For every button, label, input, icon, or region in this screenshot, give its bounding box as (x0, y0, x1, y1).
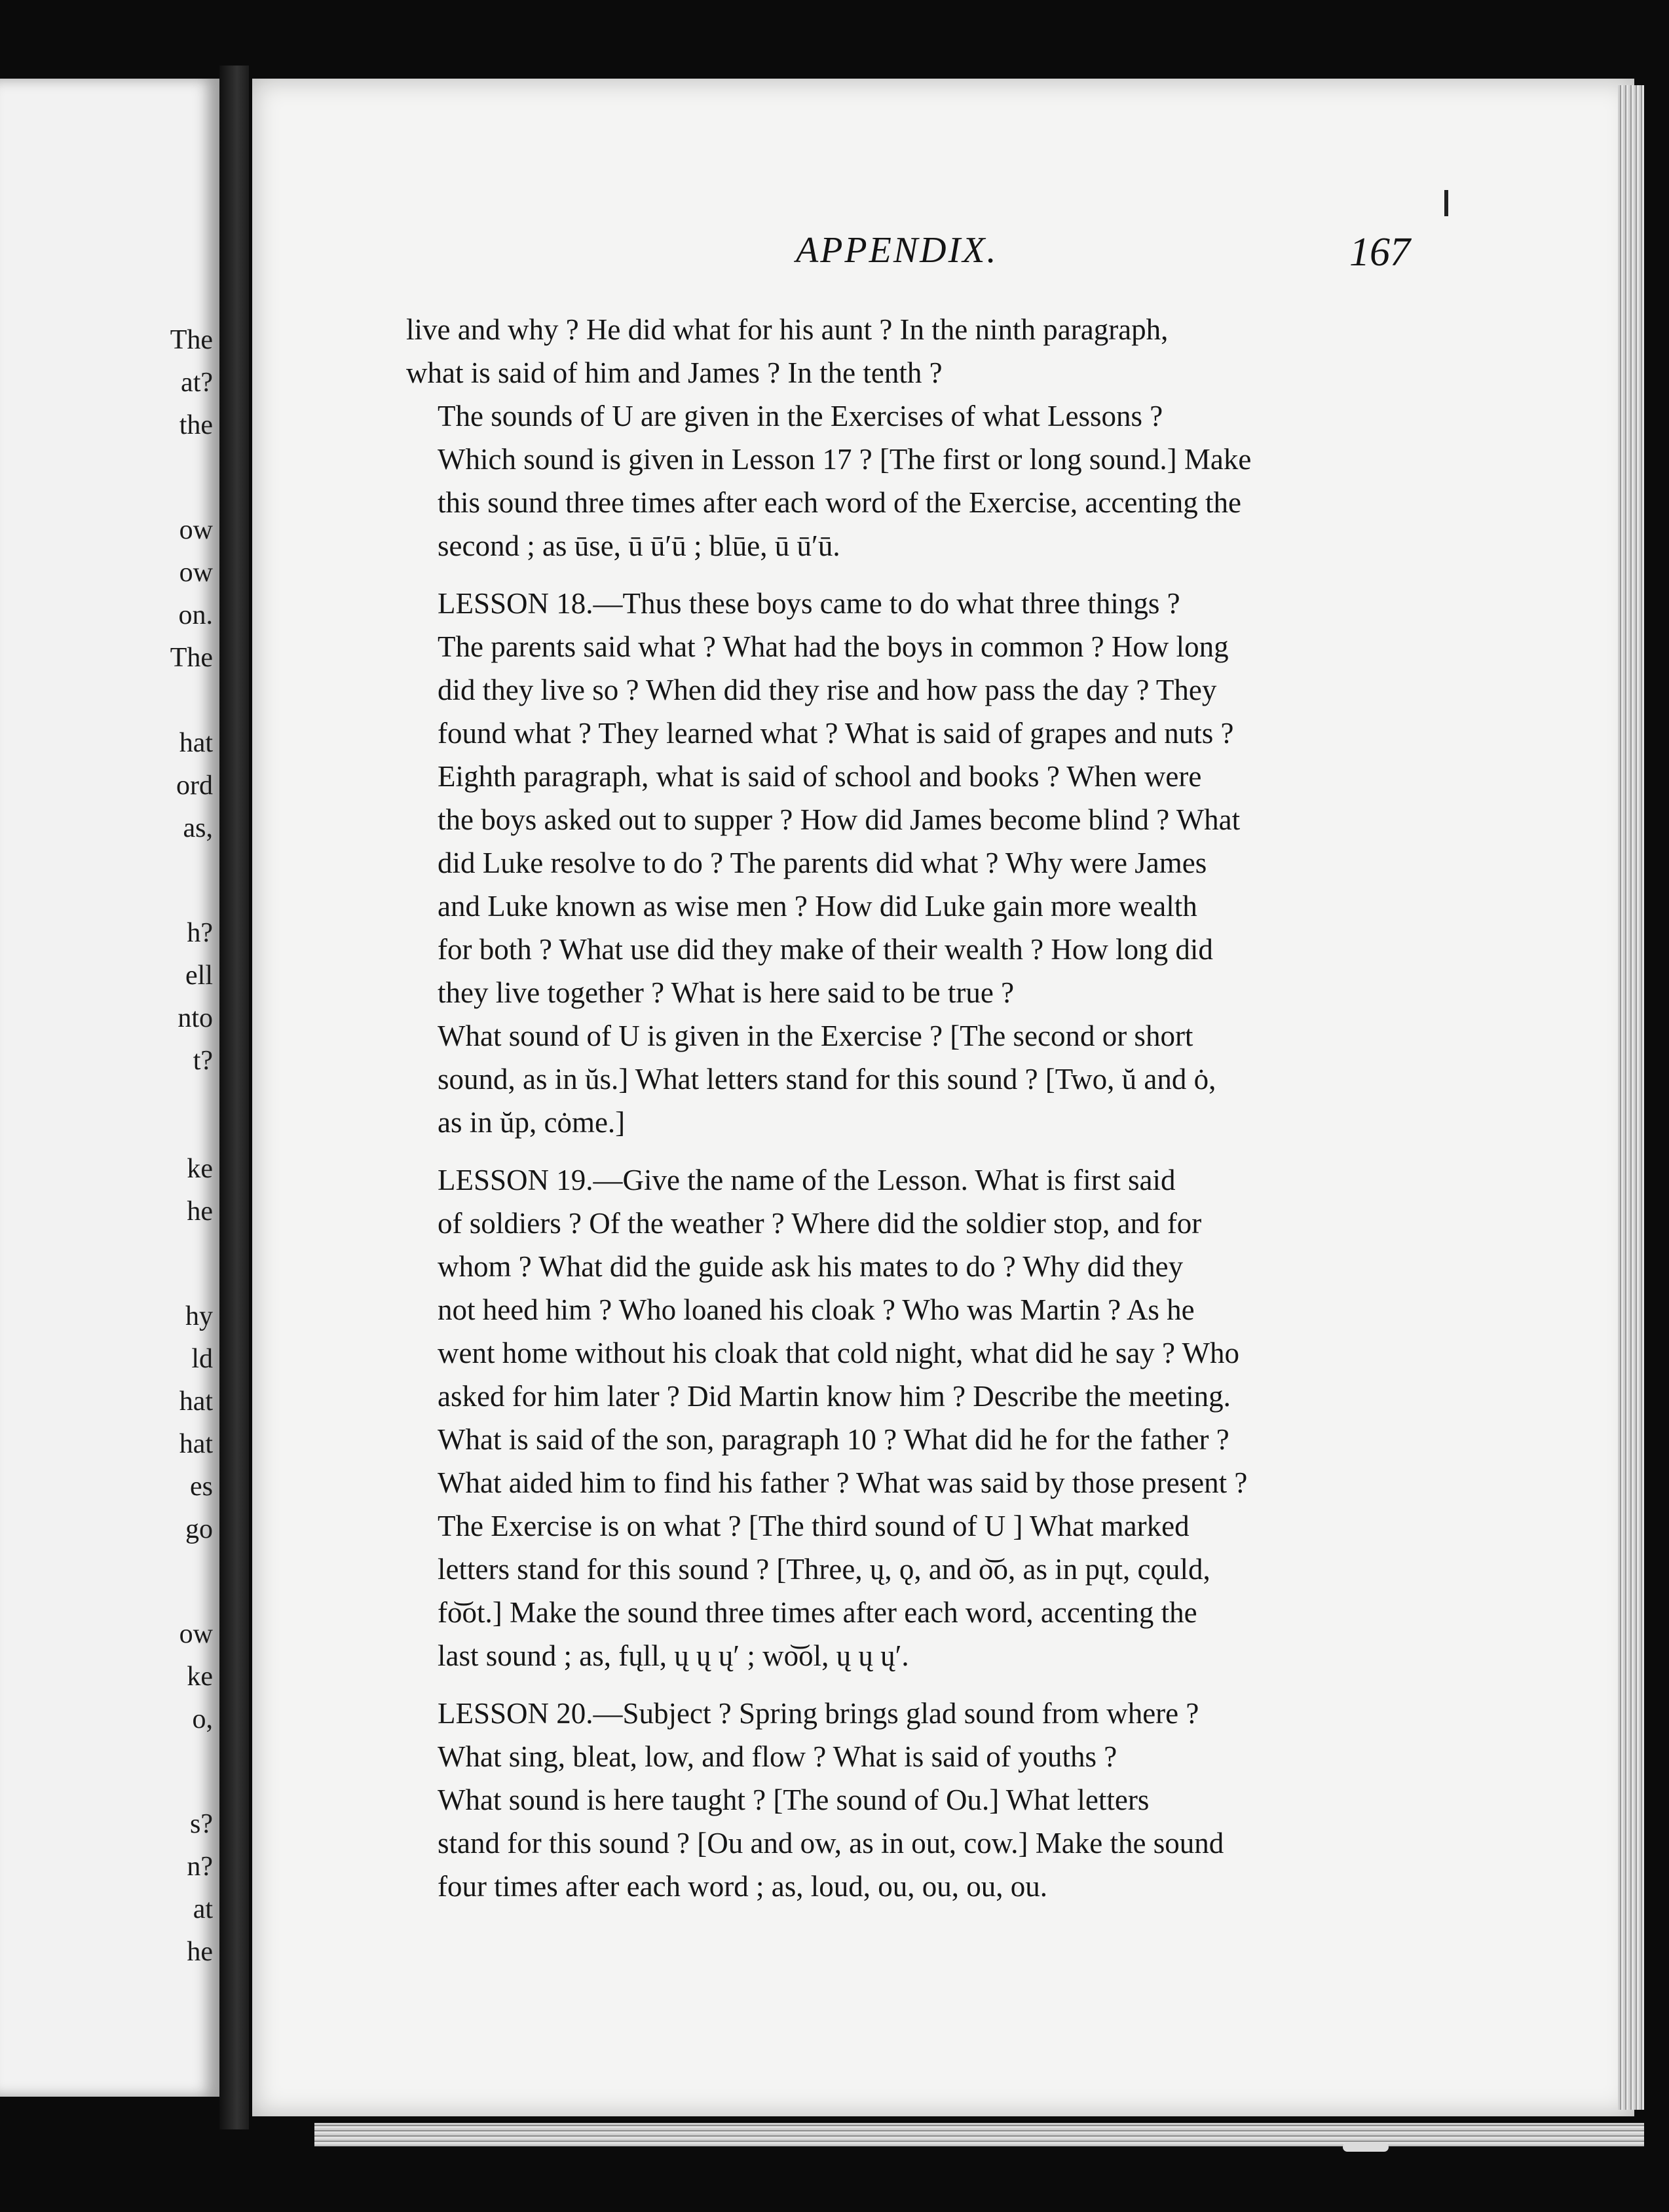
left-page-fragment: ow (179, 1619, 213, 1649)
running-title: APPENDIX. (796, 230, 998, 271)
left-page-fragment: h? (187, 918, 213, 948)
paragraph-lesson-18-sounds (406, 1014, 1421, 1144)
paragraph-lesson-18 (406, 582, 1421, 1014)
text-line: for both ? What use did they make of their wealth ? How long did (438, 933, 1213, 966)
text-line: and Luke known as wise men ? How did Luke gain more wealth (438, 890, 1197, 923)
text-line: LESSON 19.—Give the name of the Lesson. What is first said (438, 1164, 1176, 1196)
left-page-fragment: ke (187, 1662, 213, 1692)
text-line: asked for him later ? Did Martin know him ? Describe the meeting. (438, 1380, 1231, 1413)
left-page-fragment: ord (176, 771, 213, 801)
left-page-fragment: ow (179, 558, 213, 588)
left-page-fragment: he (187, 1196, 213, 1227)
text-line: What sound is here taught ? [The sound of Ou.] What letters (438, 1783, 1150, 1816)
left-page-fragment: the (179, 410, 213, 440)
text-line: The parents said what ? What had the boys in common ? How long (438, 630, 1229, 663)
paragraph-lesson-17-sounds (406, 394, 1421, 567)
left-page-fragment: hy (185, 1301, 213, 1331)
left-page-fragment: ow (179, 515, 213, 545)
scan-speck (1444, 190, 1448, 216)
paragraph-lesson-20 (406, 1692, 1421, 1778)
left-page-fragment: n? (187, 1852, 213, 1882)
text-line: LESSON 20.—Subject ? Spring brings glad sound from where ? (438, 1697, 1199, 1730)
text-line: Eighth paragraph, what is said of school and books ? When were (438, 760, 1202, 793)
left-page-fragment: go (185, 1514, 213, 1544)
text-line: What sound of U is given in the Exercise ? [The second or short (438, 1020, 1193, 1052)
text-line: What aided him to find his father ? What was said by those present ? (438, 1466, 1248, 1499)
left-page-fragment: The (170, 643, 213, 673)
text-line: last sound ; as, fųll, ų ų ų′ ; wo͝ol, ų ų ų′. (438, 1639, 909, 1672)
text-line: LESSON 18.—Thus these boys came to do what three things ? (438, 587, 1180, 620)
text-line: found what ? They learned what ? What is said of grapes and nuts ? (438, 717, 1234, 750)
left-page-fragment: at? (181, 368, 213, 398)
text-line: they live together ? What is here said to be true ? (438, 976, 1015, 1009)
text-line: Which sound is given in Lesson 17 ? [The first or long sound.] Make (438, 443, 1252, 476)
left-page-fragment: t? (193, 1046, 213, 1076)
text-line: did Luke resolve to do ? The parents did what ? Why were James (438, 847, 1207, 879)
left-page-fragment: on. (178, 600, 213, 630)
paragraph-lesson-19 (406, 1158, 1421, 1504)
text-line: four times after each word ; as, loud, ou, ou, ou, ou. (438, 1870, 1048, 1903)
left-page-fragment: o, (192, 1704, 213, 1734)
left-page-fragment: he (187, 1937, 213, 1967)
text-line: The Exercise is on what ? [The third sound of U ] What marked (438, 1510, 1190, 1542)
paragraph-continuation (406, 308, 1421, 394)
text-line: of soldiers ? Of the weather ? Where did the soldier stop, and for (438, 1207, 1202, 1240)
left-page-fragment: ell (185, 961, 213, 991)
paragraph-lesson-19-sounds (406, 1504, 1421, 1677)
page-body (406, 308, 1421, 1908)
text-line: What is said of the son, paragraph 10 ? What did he for the father ? (438, 1423, 1229, 1456)
left-page-fragment: s? (190, 1809, 213, 1839)
text-line: not heed him ? Who loaned his cloak ? Who was Martin ? As he (438, 1293, 1195, 1326)
scan-stain (1343, 2143, 1389, 2152)
text-line: what is said of him and James ? In the tenth ? (406, 356, 943, 389)
text-line: whom ? What did the guide ask his mates to do ? Why did they (438, 1250, 1184, 1283)
left-page-fragment: ke (187, 1154, 213, 1184)
left-facing-page (0, 79, 219, 2097)
left-page-fragment: ld (191, 1344, 213, 1374)
left-page-fragment: hat (179, 728, 213, 758)
text-line: did they live so ? When did they rise and how pass the day ? They (438, 674, 1217, 706)
text-line: this sound three times after each word of the Exercise, accenting the (438, 486, 1242, 519)
text-line: the boys asked out to supper ? How did James become blind ? What (438, 803, 1241, 836)
left-page-fragment: hat (179, 1429, 213, 1459)
page-number: 167 (1349, 230, 1410, 275)
book-gutter (219, 66, 249, 2129)
page-edge-right (1618, 85, 1644, 2110)
left-page-fragment: es (190, 1472, 213, 1502)
text-line: What sing, bleat, low, and flow ? What is said of youths ? (438, 1740, 1117, 1773)
text-line: letters stand for this sound ? [Three, ų, ǫ, and o͝o, as in pųt, cǫuld, (438, 1553, 1210, 1586)
left-page-fragment: nto (178, 1003, 213, 1033)
text-line: fo͝ot.] Make the sound three times after each word, accenting the (438, 1596, 1197, 1629)
left-page-fragment: as, (183, 813, 213, 843)
text-line: The sounds of U are given in the Exercises of what Lessons ? (438, 400, 1163, 432)
text-line: second ; as ūse, ū ū′ū ; blūe, ū ū′ū. (438, 529, 840, 562)
page-edge-bottom (314, 2123, 1644, 2146)
left-page-fragment: at (193, 1894, 213, 1924)
text-line: stand for this sound ? [Ou and ow, as in out, cow.] Make the sound (438, 1827, 1224, 1859)
text-line: live and why ? He did what for his aunt ? In the ninth paragraph, (406, 313, 1169, 346)
paragraph-lesson-20-sounds (406, 1778, 1421, 1908)
left-page-fragment: The (170, 325, 213, 355)
text-line: went home without his cloak that cold night, what did he say ? Who (438, 1337, 1239, 1369)
text-line: sound, as in ŭs.] What letters stand for this sound ? [Two, ŭ and ȯ, (438, 1063, 1216, 1096)
text-line: as in ŭp, cȯme.] (438, 1106, 626, 1139)
left-page-fragment: hat (179, 1386, 213, 1417)
